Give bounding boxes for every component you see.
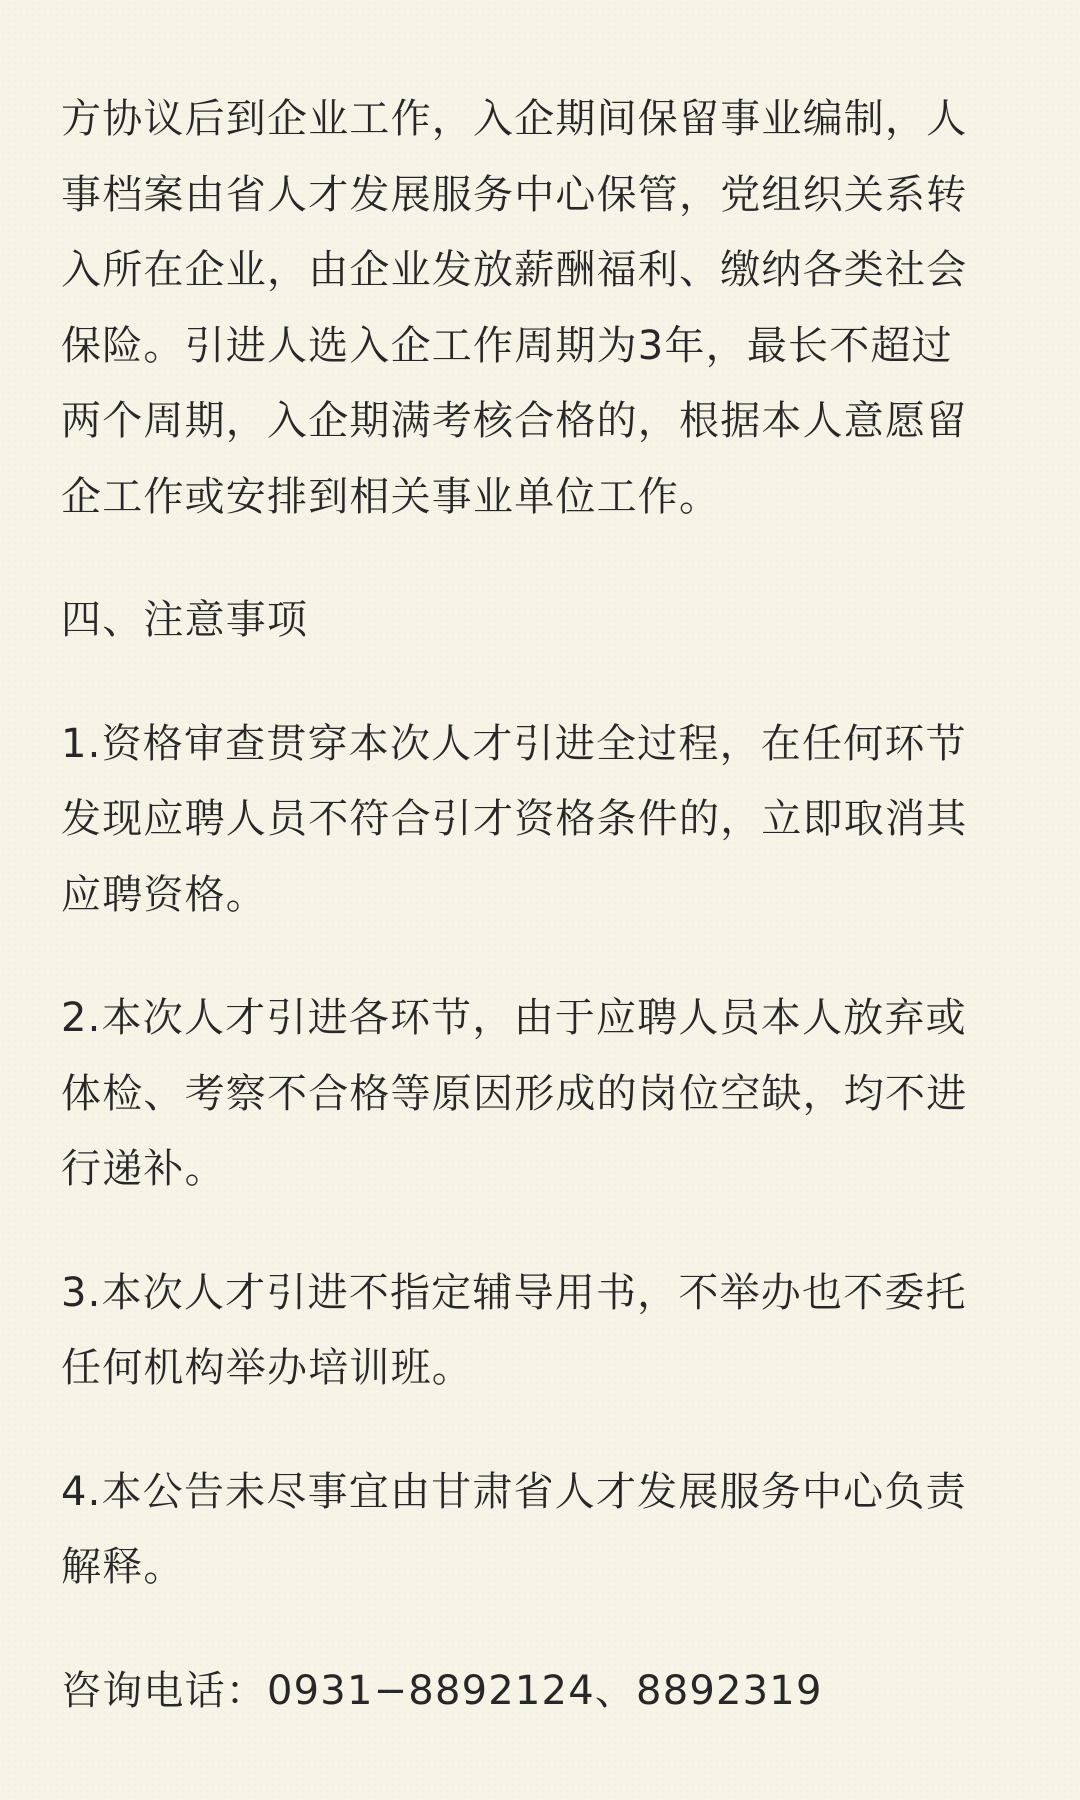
paragraph-gap — [61, 1606, 1021, 1654]
section-heading — [61, 583, 1021, 659]
paragraph-gap — [61, 659, 1021, 707]
text-line: 1.资格审查贯穿本次人才引进全过程，在任何环节 — [61, 720, 967, 767]
text-line: 2.本次人才引进各环节，由于应聘人员本人放弃或 — [61, 995, 967, 1041]
paragraph-item-1 — [61, 707, 1021, 934]
paragraph-gap — [61, 933, 1021, 981]
text-line: 任何机构举办培训班。 — [61, 1345, 473, 1391]
paragraph-gap — [61, 1208, 1021, 1256]
text-line: 3.本次人才引进不指定辅导用书，不举办也不委托 — [61, 1269, 967, 1316]
contact-line — [61, 1654, 1021, 1730]
text-line: 保险。引进人选入企工作周期为3年，最长不超过 — [61, 322, 953, 369]
paragraph-item-4 — [61, 1455, 1021, 1606]
contact-phone-text: 咨询电话：0931−8892124、8892319 — [61, 1667, 823, 1714]
text-line: 解释。 — [61, 1544, 185, 1590]
text-line: 应聘资格。 — [61, 871, 267, 918]
text-line: 体检、考察不合格等原因形成的岗位空缺，均不进 — [61, 1070, 968, 1117]
text-line: 两个周期，入企期满考核合格的，根据本人意愿留 — [61, 398, 968, 444]
paragraph-item-2 — [61, 981, 1021, 1208]
text-line: 方协议后到企业工作，入企期间保留事业编制，人 — [61, 96, 968, 142]
text-line: 入所在企业，由企业发放薪酬福利、缴纳各类社会 — [61, 247, 968, 293]
paragraph-item-3 — [61, 1256, 1021, 1407]
text-line: 发现应聘人员不符合引才资格条件的，立即取消其 — [61, 796, 968, 842]
text-line: 行递补。 — [61, 1146, 226, 1192]
text-line: 事档案由省人才发展服务中心保管，党组织关系转 — [61, 171, 968, 218]
text-line: 4.本公告未尽事宜由甘肃省人才发展服务中心负责 — [61, 1468, 967, 1515]
heading-line: 四、注意事项 — [61, 597, 309, 643]
document-body — [61, 82, 1021, 1729]
paragraph-intro — [61, 82, 1021, 535]
text-line: 企工作或安排到相关事业单位工作。 — [61, 473, 721, 520]
paragraph-gap — [61, 535, 1021, 583]
paragraph-gap — [61, 1407, 1021, 1455]
